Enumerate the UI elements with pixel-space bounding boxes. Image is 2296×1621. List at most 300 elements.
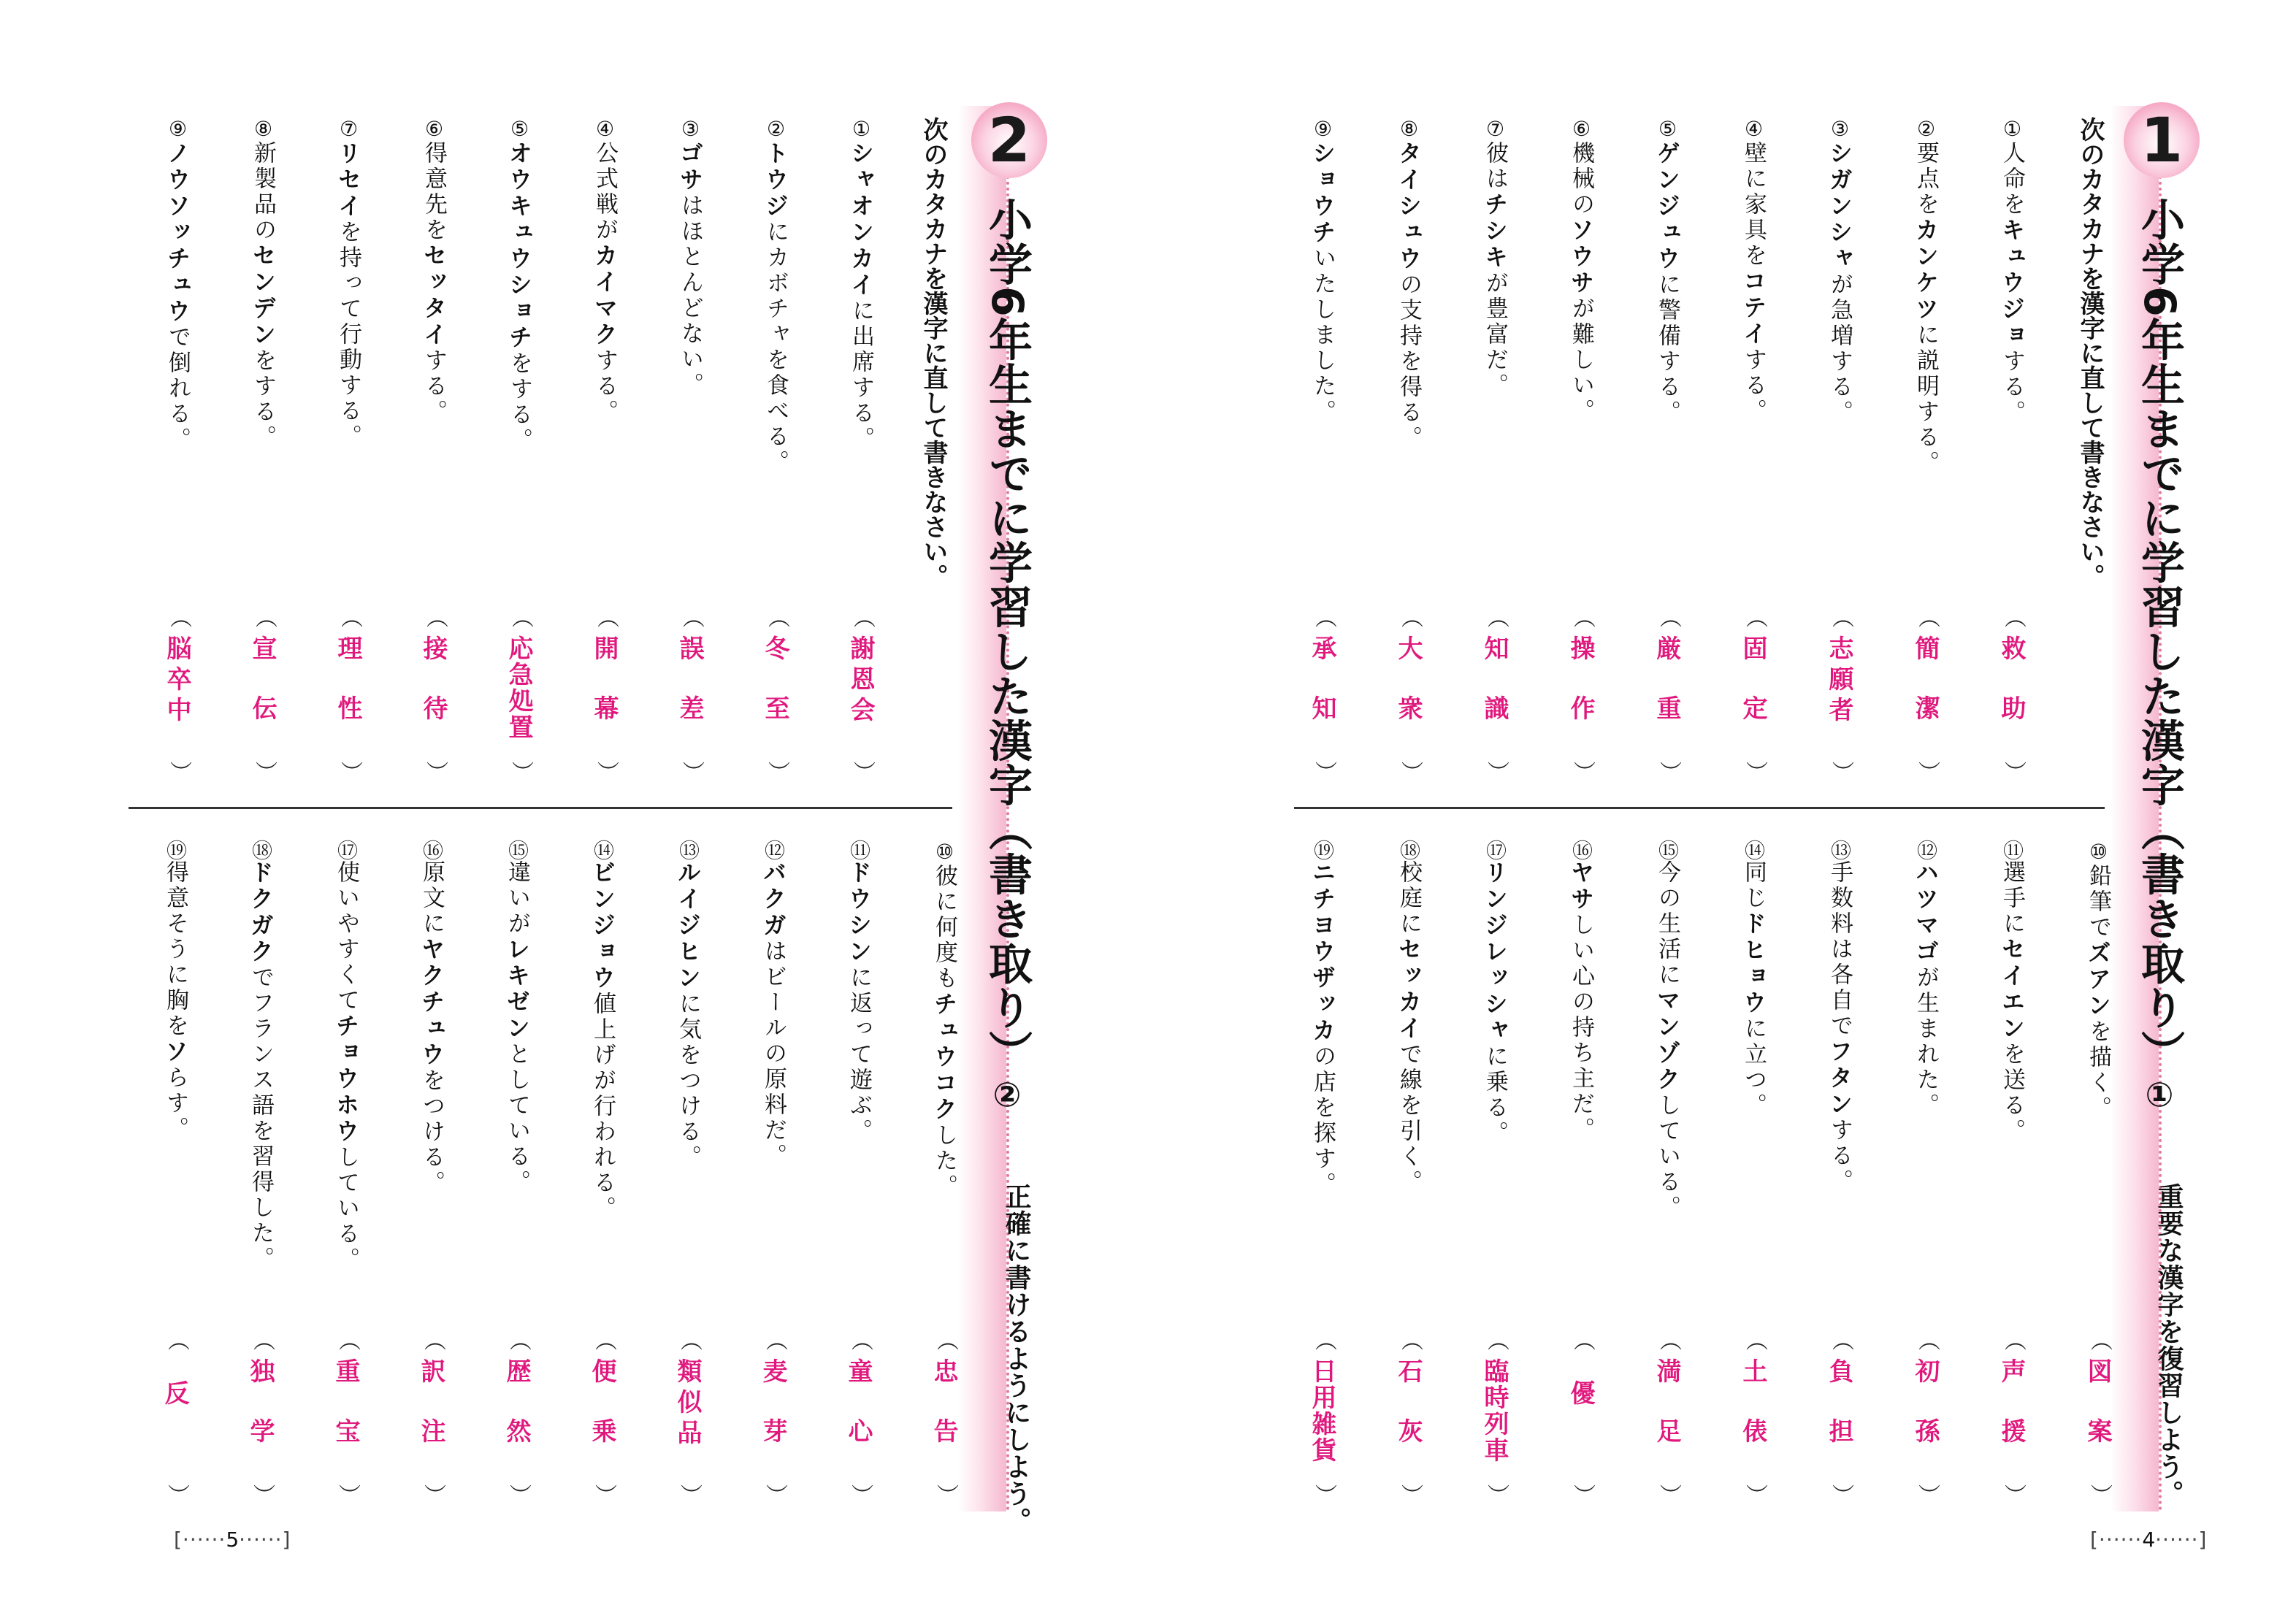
question-item [842, 840, 876, 1144]
question-item [1995, 117, 2029, 426]
answer-text: 簡潔 [1910, 635, 1940, 755]
katakana-target: ドクガク [247, 860, 275, 965]
question-number: ⑪ [2000, 840, 2024, 860]
answer-text: 忠告 [929, 1358, 958, 1478]
answer-text: 童心 [843, 1358, 873, 1478]
katakana-target: ソウサ [1567, 218, 1595, 296]
answer-text: 冬至 [760, 635, 789, 755]
answer-bracket-close: ︶ [764, 761, 789, 783]
question-number: ⑦ [337, 117, 361, 141]
answer-bracket-open: ︵ [1742, 606, 1767, 628]
answer-bracket-close: ︶ [1311, 1484, 1336, 1506]
question-number: ② [764, 117, 788, 141]
answer-bracket-open: ︵ [251, 606, 277, 628]
question-text: をつける。 [418, 1068, 445, 1196]
question-text: の支持を得る。 [1396, 272, 1422, 451]
katakana-target: セッタイ [420, 243, 448, 348]
answer-bracket-open: ︵ [166, 606, 191, 628]
answer-text: 負担 [1824, 1358, 1853, 1478]
question-text: らす。 [162, 1065, 188, 1142]
katakana-target: ハツマゴ [1912, 860, 1940, 965]
question-text: 新製品の [250, 141, 276, 243]
katakana-target: セッカイ [1395, 937, 1423, 1042]
answer-bracket-close: ︶ [1569, 761, 1595, 783]
answer-text: 満足 [1652, 1358, 1681, 1478]
question-number: ⑪ [847, 840, 871, 860]
answer-text: 宣伝 [248, 635, 277, 755]
question-number: ⑦ [1483, 117, 1507, 141]
question-number: ④ [593, 117, 617, 141]
question-item [1995, 840, 2029, 1144]
answer-bracket-open: ︵ [164, 1329, 189, 1351]
answer-text: 厳重 [1652, 635, 1681, 755]
answer-bracket-close: ︶ [164, 1484, 189, 1506]
answer-bracket-close: ︶ [249, 1484, 275, 1506]
section-tagline: 重要な漢字を復習しよう。 [2154, 1183, 2184, 1507]
question-text: する。 [1999, 349, 2025, 426]
answer-bracket-open: ︵ [1828, 606, 1853, 628]
katakana-target: ビンジョウ [589, 860, 616, 992]
question-text: 違いが [504, 860, 530, 937]
question-text: が急増する。 [1826, 272, 1853, 426]
answer-bracket-close: ︶ [762, 1484, 787, 1506]
katakana-target: コテイ [1740, 269, 1767, 348]
answer-text: 謝恩会 [846, 635, 875, 727]
section-number: 1 [2140, 104, 2184, 176]
question-item [1650, 117, 1684, 426]
answer-bracket-close: ︶ [1828, 1484, 1853, 1506]
question-text: をする。 [250, 348, 276, 451]
answer-bracket-close: ︶ [1656, 1484, 1681, 1506]
answer-bracket-close: ︶ [1483, 761, 1509, 783]
katakana-target: リセイ [334, 141, 362, 220]
question-item [927, 840, 961, 1200]
question-item [1478, 840, 1512, 1146]
answer-bracket-close: ︶ [2000, 1484, 2026, 1506]
katakana-target: オウキュウショチ [505, 141, 533, 351]
question-text: に気をつける。 [675, 992, 701, 1170]
answer-bracket-close: ︶ [2000, 761, 2026, 783]
question-number: ⑲ [1311, 840, 1335, 860]
question-number: ⑩ [933, 840, 957, 864]
answer-bracket-open: ︵ [1828, 1329, 1853, 1351]
answer-text: 臨時列車 [1480, 1358, 1509, 1463]
question-number: ⑨ [166, 117, 190, 141]
question-text: に説明する。 [1913, 323, 1939, 476]
question-item [1392, 117, 1426, 451]
katakana-target: トウジ [762, 141, 789, 220]
katakana-target: ゲンジュウ [1653, 141, 1681, 272]
question-number: ③ [1828, 117, 1852, 141]
question-text: 人命を [1999, 141, 2025, 218]
question-item [671, 840, 705, 1170]
question-item [844, 117, 878, 452]
answer-bracket-close: ︶ [933, 1484, 958, 1506]
question-number: ⑰ [1483, 840, 1507, 860]
answer-text: 救助 [1997, 635, 2026, 755]
question-text: としている。 [504, 1042, 530, 1195]
question-item [588, 117, 621, 425]
answer-bracket-close: ︶ [1656, 761, 1681, 783]
question-number: ⑭ [591, 840, 615, 860]
answer-text: 石灰 [1393, 1358, 1423, 1478]
question-text: した。 [931, 1123, 957, 1200]
question-item [1737, 117, 1770, 424]
answer-bracket-open: ︵ [2000, 1329, 2026, 1351]
katakana-target: レキゼン [503, 937, 531, 1042]
answer-text: 開幕 [589, 635, 619, 755]
question-text: している。 [1654, 1093, 1680, 1221]
answer-bracket-close: ︶ [422, 761, 448, 783]
katakana-target: リンジレッシャ [1481, 860, 1509, 1044]
answer-text: 知識 [1480, 635, 1509, 755]
katakana-target: ドヒョウ [1740, 911, 1767, 1016]
question-item [329, 840, 363, 1273]
answer-text: 誤差 [675, 635, 704, 755]
answer-bracket-close: ︶ [1914, 1484, 1940, 1506]
question-text: 校庭に [1396, 860, 1422, 937]
answer-bracket-open: ︵ [2000, 606, 2026, 628]
katakana-target: チョウホウ [332, 1013, 360, 1145]
katakana-target: カイマク [591, 243, 619, 348]
katakana-target: バクガ [759, 860, 787, 939]
question-text: 同じ [1740, 860, 1767, 911]
answer-bracket-open: ︵ [1397, 606, 1423, 628]
answer-bracket-close: ︶ [847, 1484, 873, 1506]
answer-bracket-close: ︶ [1828, 761, 1853, 783]
section-title: 小学6年生までに学習した漢字（書き取り）② [981, 197, 1033, 1115]
question-item [161, 117, 194, 453]
answer-bracket-open: ︵ [1656, 606, 1681, 628]
question-text: 得意そうに胸を [162, 860, 188, 1039]
section-title: 小学6年生までに学習した漢字（書き取り）① [2134, 197, 2185, 1115]
answer-bracket-close: ︶ [420, 1484, 445, 1506]
question-text: でフランス語を習得した。 [248, 965, 274, 1272]
question-text: 壁に家具を [1740, 141, 1767, 269]
question-text: 選手に [1999, 860, 2025, 937]
answer-bracket-close: ︶ [2086, 1484, 2112, 1506]
answer-bracket-close: ︶ [1742, 761, 1767, 783]
katakana-target: カンケツ [1912, 218, 1940, 323]
question-number: ⑱ [1397, 840, 1421, 860]
page-number: 4 [2142, 1528, 2156, 1552]
question-number: ⑰ [334, 840, 359, 860]
question-text: の店を探す。 [1309, 1044, 1336, 1197]
katakana-target: シガンシャ [1826, 141, 1853, 272]
question-text: 今の生活に [1654, 860, 1680, 988]
question-text: に出席する。 [848, 299, 874, 452]
question-text: 使いやすくて [333, 860, 359, 1013]
page-number-footer: [······4······] [2090, 1528, 2208, 1552]
katakana-target: シャオンカイ [847, 141, 875, 299]
answer-bracket-close: ︶ [1397, 1484, 1423, 1506]
answer-bracket-open: ︵ [849, 606, 875, 628]
katakana-target: ソ [161, 1039, 189, 1065]
answer-bracket-close: ︶ [1742, 1484, 1767, 1506]
section-number-badge [2124, 102, 2200, 178]
answer-bracket-close: ︶ [591, 1484, 616, 1506]
question-text: に立つ。 [1740, 1016, 1767, 1119]
question-item [757, 840, 790, 1169]
question-text: 原文に [418, 860, 445, 937]
question-text: で線を引く。 [1396, 1042, 1422, 1195]
answer-bracket-open: ︵ [762, 1329, 787, 1351]
answer-text: 類似品 [673, 1358, 702, 1450]
answer-bracket-open: ︵ [249, 1329, 275, 1351]
right-page [1148, 0, 2296, 1621]
instruction-text: 次のカタカナを漢字に直して書きなさい。 [2075, 117, 2105, 589]
katakana-target: チシキ [1481, 192, 1509, 271]
question-text: に警備する。 [1654, 272, 1680, 426]
question-text: に返って遊ぶ。 [846, 965, 872, 1144]
question-text: が難しい。 [1568, 296, 1594, 424]
question-text: 要点を [1913, 141, 1939, 218]
page-number-footer: [······5······] [174, 1528, 291, 1552]
question-number: ⑲ [164, 840, 188, 860]
question-number: ⑧ [1397, 117, 1421, 141]
question-item [1564, 840, 1598, 1143]
answer-bracket-close: ︶ [337, 761, 362, 783]
answer-bracket-close: ︶ [1397, 761, 1423, 783]
answer-text: 図案 [2083, 1358, 2112, 1478]
question-text: 公式戦が [592, 141, 618, 243]
question-item [332, 117, 365, 450]
answer-bracket-close: ︶ [1311, 761, 1336, 783]
section-divider [129, 807, 952, 809]
answer-text: 大衆 [1393, 635, 1423, 755]
answer-text: 便乗 [587, 1358, 616, 1478]
question-item [1737, 840, 1770, 1119]
question-text: を持って行動する。 [335, 220, 361, 450]
answer-bracket-close: ︶ [334, 1484, 360, 1506]
question-number: ④ [1742, 117, 1766, 141]
question-item [1909, 117, 1943, 476]
katakana-target: センデン [249, 243, 277, 348]
katakana-target: マンゾク [1653, 988, 1681, 1093]
answer-text: 承知 [1307, 635, 1336, 755]
answer-bracket-open: ︵ [676, 1329, 702, 1351]
question-number: ⑬ [676, 840, 700, 860]
katakana-target: チュウコク [930, 992, 958, 1123]
answer-bracket-open: ︵ [591, 1329, 616, 1351]
question-item [415, 840, 448, 1196]
katakana-target: ヤクチュウ [418, 937, 445, 1068]
answer-bracket-open: ︵ [678, 606, 704, 628]
question-item [1306, 840, 1339, 1197]
answer-bracket-open: ︵ [1483, 1329, 1509, 1351]
question-text: はほとんどない。 [677, 193, 703, 398]
katakana-target: ニチヨウザッカ [1309, 860, 1336, 1044]
question-number: ⑫ [1914, 840, 1938, 860]
answer-text: 応急処置 [504, 635, 533, 740]
question-item [673, 117, 707, 398]
question-item [1478, 117, 1512, 399]
question-number: ⑭ [1742, 840, 1766, 860]
question-item [1564, 117, 1598, 424]
question-text: が生まれた。 [1913, 965, 1939, 1119]
question-number: ⑥ [422, 117, 446, 141]
question-text: する。 [1826, 1118, 1853, 1195]
answer-text: 麦芽 [758, 1358, 787, 1478]
answer-text: 訳注 [416, 1358, 445, 1478]
question-item [1823, 840, 1856, 1195]
answer-bracket-open: ︵ [508, 606, 533, 628]
answer-bracket-open: ︵ [1656, 1329, 1681, 1351]
answer-text: 初孫 [1910, 1358, 1940, 1478]
question-item [586, 840, 619, 1222]
answer-bracket-close: ︶ [678, 761, 704, 783]
katakana-target: セイエン [1998, 937, 2026, 1042]
answer-bracket-open: ︵ [1569, 606, 1595, 628]
question-number: ⑯ [420, 840, 444, 860]
question-text: している。 [333, 1145, 359, 1273]
question-number: ⑯ [1569, 840, 1593, 860]
answer-bracket-open: ︵ [593, 606, 619, 628]
question-number: ③ [678, 117, 703, 141]
answer-bracket-close: ︶ [505, 1484, 531, 1506]
question-text: 彼は [1482, 141, 1508, 192]
question-item [417, 117, 451, 425]
question-number: ① [849, 117, 873, 141]
answer-text: 脳卒中 [162, 635, 191, 727]
katakana-target: キュウジョ [1998, 218, 2026, 349]
answer-text: 声援 [1997, 1358, 2026, 1478]
katakana-target: ヤサ [1567, 860, 1595, 913]
answer-text: 固定 [1738, 635, 1767, 755]
answer-bracket-open: ︵ [1483, 606, 1509, 628]
answer-bracket-open: ︵ [1311, 606, 1336, 628]
page-number: 5 [226, 1528, 240, 1552]
katakana-target: ゴサ [676, 141, 704, 193]
question-text: いたしました。 [1309, 246, 1336, 425]
question-text: しい心の持ち主だ。 [1568, 913, 1594, 1143]
answer-text: 歴然 [502, 1358, 531, 1478]
answer-bracket-open: ︵ [420, 1329, 445, 1351]
question-item [1909, 840, 1943, 1119]
question-item [2081, 840, 2115, 1122]
question-text: 手数料は各自で [1826, 860, 1853, 1039]
answer-bracket-open: ︵ [334, 1329, 360, 1351]
answer-bracket-open: ︵ [1914, 606, 1940, 628]
answer-bracket-close: ︶ [251, 761, 277, 783]
question-item [759, 117, 792, 475]
question-number: ⑧ [251, 117, 275, 141]
question-text: を送る。 [1999, 1042, 2025, 1144]
instruction-text: 次のカタカナを漢字に直して書きなさい。 [919, 117, 948, 589]
answer-text: 重宝 [331, 1358, 360, 1478]
question-text: をする。 [506, 351, 532, 453]
question-text: する。 [592, 348, 618, 425]
answer-text: 接待 [418, 635, 448, 755]
question-item [1306, 117, 1339, 425]
katakana-target: ノウソッチュウ [164, 141, 191, 325]
answer-bracket-close: ︶ [1569, 1484, 1595, 1506]
answer-bracket-close: ︶ [1483, 1484, 1509, 1506]
question-number: ⑮ [505, 840, 529, 860]
answer-bracket-open: ︵ [422, 606, 448, 628]
question-text: 彼に何度も [931, 864, 957, 992]
question-item [1823, 117, 1856, 426]
katakana-target: ショウチ [1309, 141, 1336, 246]
question-text: が豊富だ。 [1482, 271, 1508, 399]
answer-bracket-close: ︶ [1914, 761, 1940, 783]
katakana-target: フタン [1826, 1039, 1853, 1118]
answer-bracket-open: ︵ [933, 1329, 958, 1351]
katakana-target: ズアン [2084, 940, 2112, 1019]
question-text: 得意先を [421, 141, 447, 243]
answer-text: 志願者 [1824, 635, 1853, 727]
question-text: で倒れる。 [164, 325, 191, 453]
question-number: ⑱ [249, 840, 273, 860]
answer-bracket-close: ︶ [849, 761, 875, 783]
question-item [1650, 840, 1684, 1221]
katakana-target: タイシュウ [1395, 141, 1423, 272]
answer-bracket-close: ︶ [166, 761, 191, 783]
question-text: 値上げが行われる。 [589, 992, 616, 1222]
question-number: ⑤ [508, 117, 532, 141]
question-text: 鉛筆で [2085, 864, 2111, 940]
question-number: ⑩ [2086, 840, 2111, 864]
answer-bracket-open: ︵ [1742, 1329, 1767, 1351]
question-text: する。 [1740, 348, 1767, 424]
question-item [158, 840, 192, 1142]
question-item [246, 117, 280, 451]
answer-bracket-open: ︵ [847, 1329, 873, 1351]
section-number-badge [971, 102, 1047, 178]
answer-bracket-open: ︵ [2086, 1329, 2112, 1351]
answer-text: 土俵 [1738, 1358, 1767, 1478]
question-number: ① [2000, 117, 2024, 141]
question-item [1392, 840, 1426, 1195]
answer-bracket-close: ︶ [593, 761, 619, 783]
answer-bracket-open: ︵ [1914, 1329, 1940, 1351]
section-tagline: 正確に書けるようにしよう。 [1001, 1183, 1031, 1534]
question-number: ⑨ [1311, 117, 1335, 141]
question-text: を描く。 [2085, 1019, 2111, 1122]
katakana-target: ドウシン [845, 860, 873, 965]
question-item [244, 840, 278, 1272]
answer-bracket-open: ︵ [1569, 1329, 1595, 1351]
question-text: に乗る。 [1482, 1044, 1508, 1146]
answer-text: 日用雑貨 [1307, 1358, 1336, 1463]
question-item [500, 840, 534, 1195]
question-number: ⑫ [762, 840, 786, 860]
answer-bracket-open: ︵ [1397, 1329, 1423, 1351]
answer-bracket-close: ︶ [508, 761, 533, 783]
question-number: ⑥ [1569, 117, 1593, 141]
answer-text: 反 [160, 1380, 189, 1405]
answer-bracket-open: ︵ [764, 606, 789, 628]
answer-text: 操作 [1566, 635, 1595, 755]
section-number: 2 [987, 104, 1031, 176]
question-text: する。 [421, 348, 447, 425]
answer-text: 独学 [245, 1358, 275, 1478]
question-number: ⑮ [1656, 840, 1680, 860]
question-number: ② [1914, 117, 1938, 141]
question-number: ⑤ [1656, 117, 1680, 141]
answer-text: 理性 [333, 635, 362, 755]
katakana-target: ルイジヒン [674, 860, 702, 992]
answer-bracket-close: ︶ [676, 1484, 702, 1506]
question-text: 機械の [1568, 141, 1594, 218]
answer-text: 優 [1566, 1380, 1595, 1405]
question-text: にカボチャを食べる。 [762, 220, 789, 475]
question-number: ⑬ [1828, 840, 1852, 860]
answer-bracket-open: ︵ [337, 606, 362, 628]
section-divider [1294, 807, 2105, 809]
answer-bracket-open: ︵ [1311, 1329, 1336, 1351]
question-item [502, 117, 536, 453]
